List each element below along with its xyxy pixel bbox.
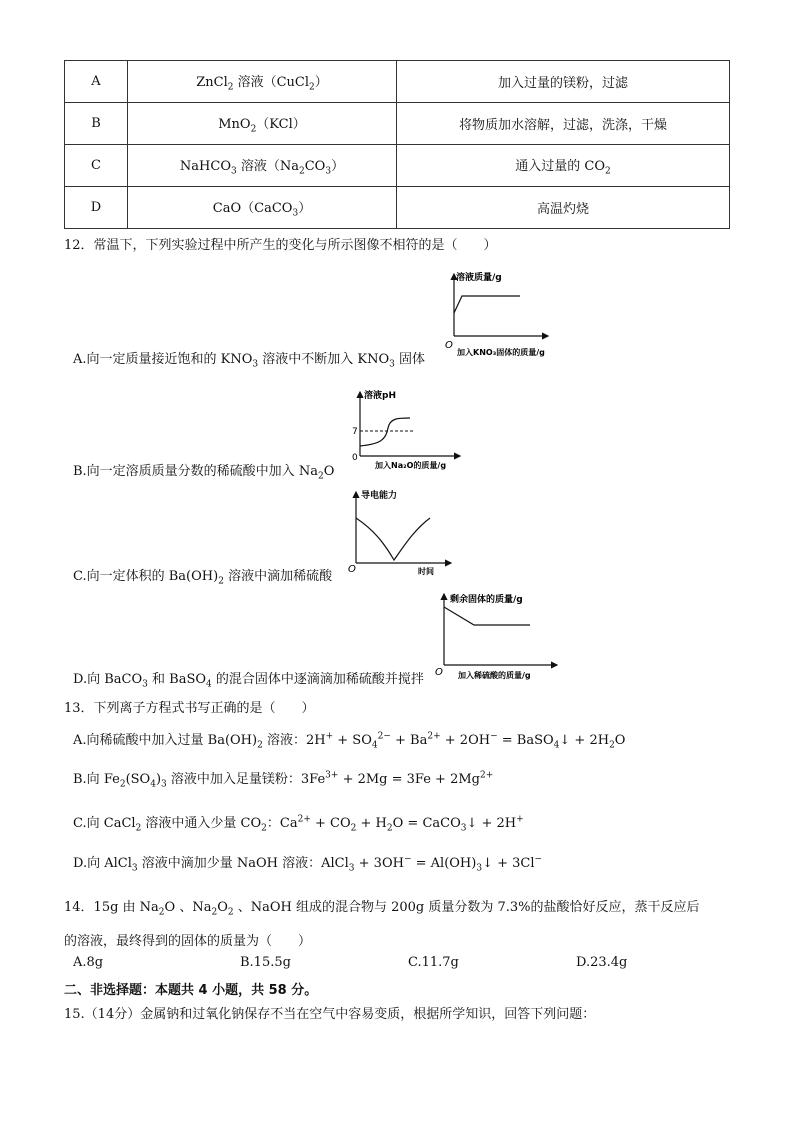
q12-option-a: A.向一定质量接近饱和的 $KNO_3$ 溶液中不断加入 $KNO_3$ 固体 bbox=[73, 352, 426, 370]
row-method: 加入过量的镁粉，过滤 bbox=[397, 61, 730, 103]
graph-b bbox=[350, 388, 480, 473]
graph-d-xlabel: 加入稀硫酸的质量/g bbox=[458, 671, 531, 680]
options-table bbox=[64, 60, 730, 229]
q12-option-c: C.向一定体积的 $Ba(OH)_2$ 溶液中滴加稀硫酸 bbox=[73, 569, 333, 587]
table-row bbox=[65, 187, 730, 229]
graph-a-xlabel: 加入KNO₃固体的质量/g bbox=[457, 348, 545, 357]
row-substance: NaHCO$_3$ 溶液$(Na_2CO_3)$ bbox=[128, 145, 397, 187]
graph-c bbox=[346, 488, 456, 576]
q14-line2: 的溶液，最终得到的固体的质量为（ ） bbox=[64, 934, 312, 949]
row-substance: CaO（CaCO$_3$） bbox=[128, 187, 397, 229]
row-method: 将物质加水溶解，过滤，洗涤，干燥 bbox=[397, 103, 730, 145]
section-2-heading: 二、非选择题：本题共 4 小题，共 58 分。 bbox=[64, 983, 318, 998]
row-label: B bbox=[65, 103, 128, 145]
q15-stem: 15.（14分）金属钠和过氧化钠保存不当在空气中容易变质，根据所学知识，回答下列问题： bbox=[64, 1007, 596, 1022]
graph-d-origin: O bbox=[435, 667, 443, 678]
q12-option-d: D.向 BaCO$_3$ 和 BaSO$_4$ 的混合固体中逐滴滴加稀硫酸并搅拌 bbox=[73, 672, 424, 690]
row-label: A bbox=[65, 61, 128, 103]
q13-option-b: B.向 $Fe_2(SO_4)_3$ 溶液中加入足量镁粉：$3Fe^{3+} + 2Mg = 3Fe + 2Mg^{2+}$ bbox=[73, 770, 494, 790]
q12-option-b: B.向一定溶质质量分数的稀硫酸中加入 $Na_2O$ bbox=[73, 464, 335, 482]
graph-c-ylabel: 导电能力 bbox=[361, 491, 398, 501]
row-substance: MnO$_2$（KCl） bbox=[128, 103, 397, 145]
table-row bbox=[65, 103, 730, 145]
q13-option-d: D.向 AlCl$_3$ 溶液中滴加少量 NaOH 溶液：AlCl$_3$ + $3OH^- = Al(OH)_3↓ + 3Cl^-$ bbox=[73, 854, 543, 874]
graph-b-xlabel: 加入Na₂O的质量/g bbox=[375, 461, 447, 470]
row-method: 通入过量的 $CO_2$ bbox=[397, 145, 730, 187]
graph-c-origin: O bbox=[348, 564, 356, 575]
q12-stem: 12．常温下，下列实验过程中所产生的变化与所示图像不相符的是（ ） bbox=[64, 238, 497, 253]
q14-choice-a: A.8g bbox=[73, 955, 104, 970]
table-row bbox=[65, 145, 730, 187]
graph-c-xlabel: 时间 bbox=[418, 567, 434, 576]
graph-b-ylabel: 溶液pH bbox=[364, 391, 396, 401]
row-label: D bbox=[65, 187, 128, 229]
row-substance: ZnCl$_2$ 溶液（CuCl$_2$） bbox=[128, 61, 397, 103]
q14-choice-c: C.11.7g bbox=[408, 955, 459, 970]
q13-option-a: A.向稀硫酸中加入过量 $Ba(OH)_2$ 溶液：$2H^+ + SO_4^{2-} + Ba^{2+} + 2OH^-$ = BaSO$_4$↓ + $2H_2O$ bbox=[73, 731, 626, 751]
q14-choice-d: D.23.4g bbox=[576, 955, 628, 970]
q13-stem: 13．下列离子方程式书写正确的是（ ） bbox=[64, 701, 315, 716]
graph-a-ylabel: 溶液质量/g bbox=[456, 273, 502, 283]
row-method: 高温灼烧 bbox=[397, 187, 730, 229]
q13-option-c: C.向 CaCl$_2$ 溶液中通入少量 $CO_2$：$Ca^{2+} + CO_2 + H_2O$ = CaCO$_3$↓ + 2H+ bbox=[73, 814, 524, 834]
graph-b-ref: 7 bbox=[352, 427, 358, 437]
graph-d bbox=[432, 590, 572, 685]
graph-a bbox=[440, 268, 590, 363]
row-label: C bbox=[65, 145, 128, 187]
table-row bbox=[65, 61, 730, 103]
q14-choice-b: B.15.5g bbox=[240, 955, 291, 970]
graph-a-origin: O bbox=[445, 340, 453, 351]
q14-line1: 14．15g 由 $Na_2O$ 、$Na_2O_2$ 、NaOH 组成的混合物与 200g 质量分数为 7.3%的盐酸恰好反应，蒸干反应后 bbox=[64, 900, 700, 918]
graph-d-ylabel: 剩余固体的质量/g bbox=[450, 595, 523, 605]
graph-b-origin: 0 bbox=[352, 453, 358, 463]
